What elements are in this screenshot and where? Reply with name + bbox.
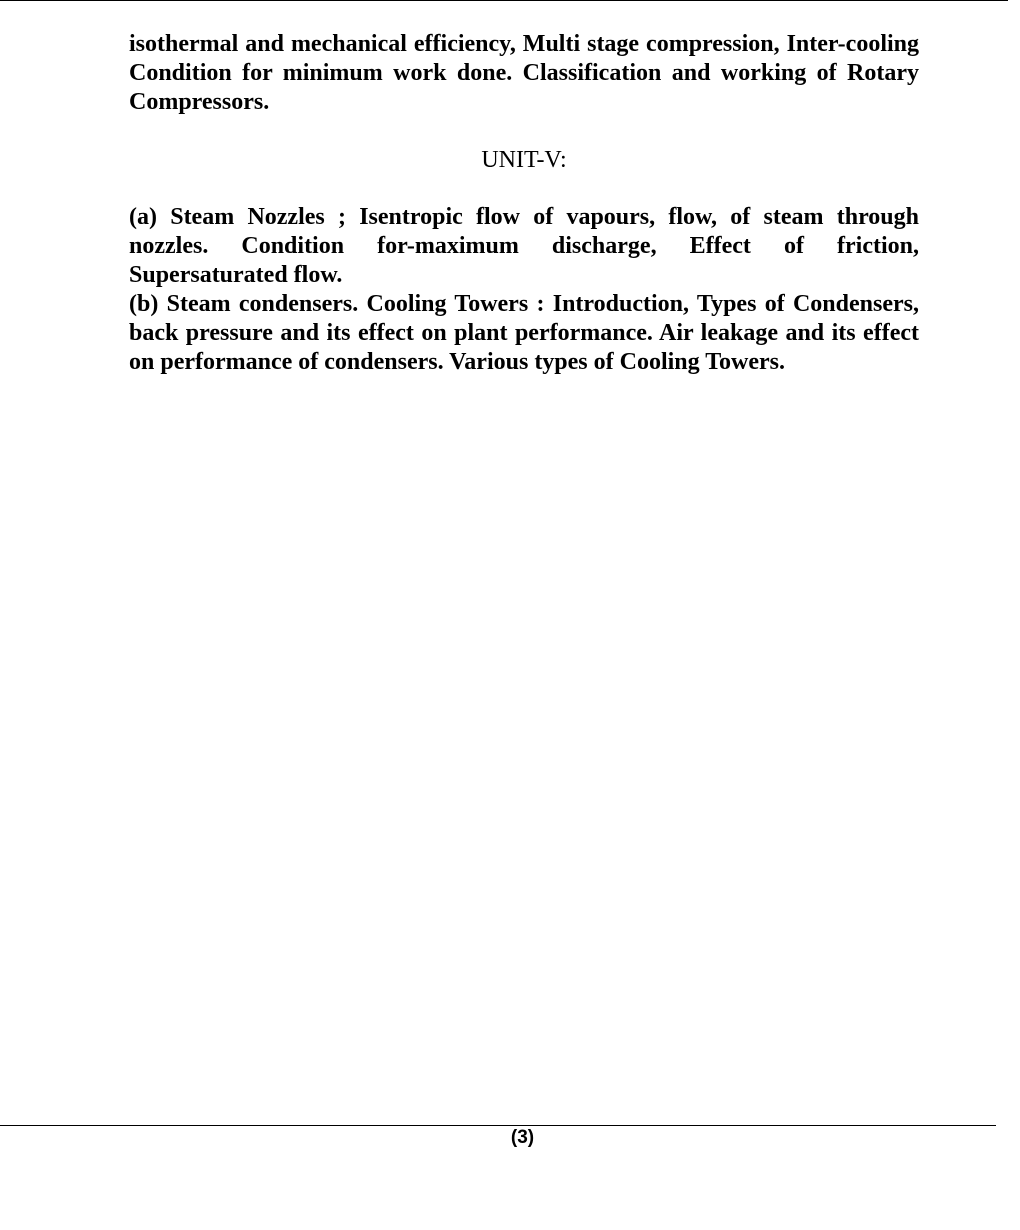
unit-part-a-paragraph: (a) Steam Nozzles ; Isentropic flow of vapours, flow, of steam through nozzles. Condition for-maximum discharge, Effect of friction, Supersaturated flow.: [129, 204, 919, 288]
syllabus-content: [129, 30, 919, 377]
unit-part-b-paragraph: (b) Steam condensers. Cooling Towers : Introduction, Types of Condensers, back pressure and its effect on plant performance. Air leakage and its effect on performance of condensers. Various types of Cooling Towers.: [129, 291, 919, 375]
unit-heading: UNIT-V:: [481, 147, 567, 173]
continuation-paragraph: isothermal and mechanical efficiency, Multi stage compression, Inter-cooling Condition for minimum work done. Classification and working of Rotary Compressors.: [129, 31, 919, 115]
page-number: (3): [510, 1127, 535, 1148]
top-divider: [0, 0, 1008, 1]
